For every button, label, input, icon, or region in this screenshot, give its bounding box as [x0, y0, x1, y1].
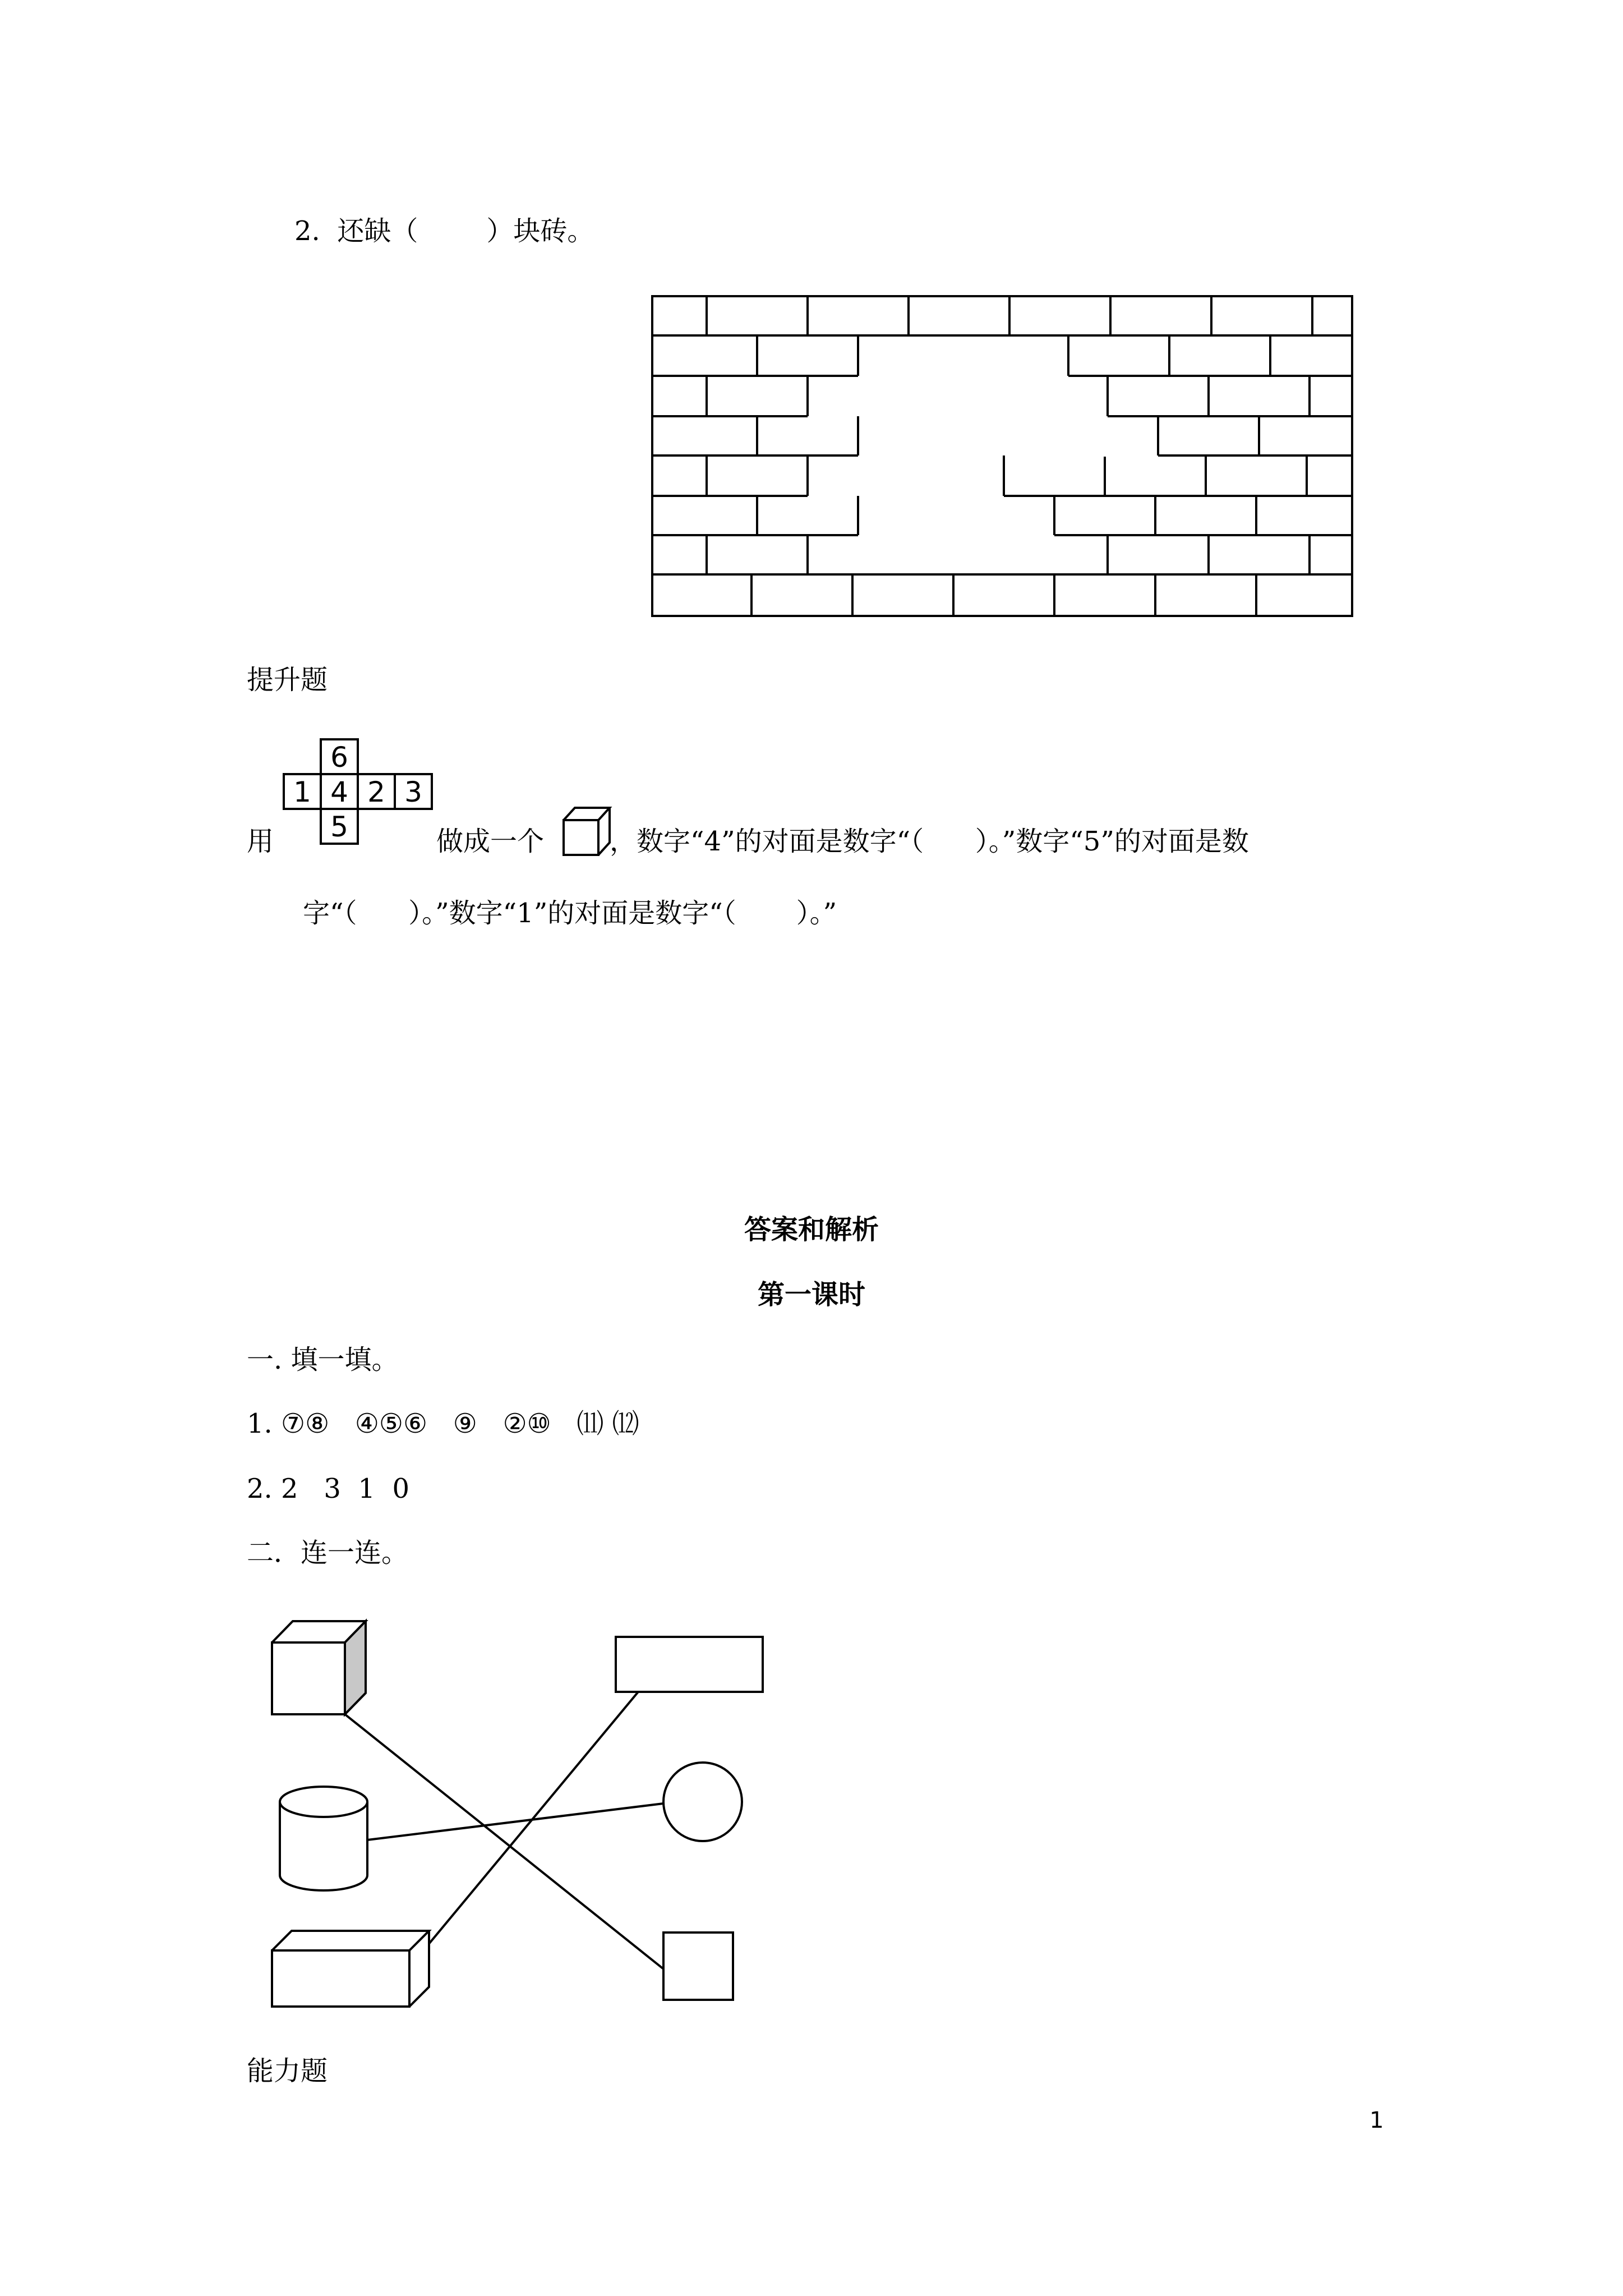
net-cell-left: 1	[293, 776, 311, 808]
net-cell-far-right: 3	[404, 776, 422, 808]
section-heading-ability: 能力题	[247, 2055, 328, 2087]
cylinder-shape	[280, 1787, 367, 1890]
net-cell-right: 2	[367, 776, 385, 808]
net-question-line2: 字“（ ）。”数字“1”的对面是数字“（ ）。”	[303, 898, 837, 929]
rectangle-shape	[616, 1637, 763, 1692]
net-cell-center: 4	[330, 776, 348, 808]
square-shape	[663, 1932, 733, 2000]
answer-2: 2. 2 3 1 0	[247, 1473, 410, 1504]
net-cell-top: 6	[330, 741, 348, 774]
net-cell-bottom: 5	[330, 811, 348, 843]
answers-section-2: 二．连一连。	[247, 1537, 409, 1568]
answers-section-1: 一. 填一填。	[247, 1344, 399, 1375]
answers-subtitle: 第一课时	[757, 1279, 865, 1310]
line-cylinder-to-circle	[367, 1803, 663, 1840]
net-question-line1: ，数字“4”的对面是数字“（ ）。”数字“5”的对面是数	[610, 826, 1249, 857]
answer-1: 1. ⑦⑧ ④⑤⑥ ⑨ ②⑩ ⑾ ⑿	[247, 1408, 639, 1439]
net-question-middle: 做成一个	[436, 826, 545, 857]
answers-title: 答案和解析	[744, 1214, 879, 1245]
section-heading-advanced: 提升题	[247, 664, 328, 696]
cuboid-shape	[272, 1931, 429, 2007]
net-question-prefix: 用	[247, 826, 274, 857]
cube-shape	[272, 1621, 366, 1714]
page-number: 1	[1370, 2108, 1384, 2133]
question-2: 2. 还缺（ ）块砖。	[294, 215, 594, 247]
line-cuboid-to-rectangle	[429, 1692, 638, 1944]
circle-shape	[663, 1763, 742, 1841]
